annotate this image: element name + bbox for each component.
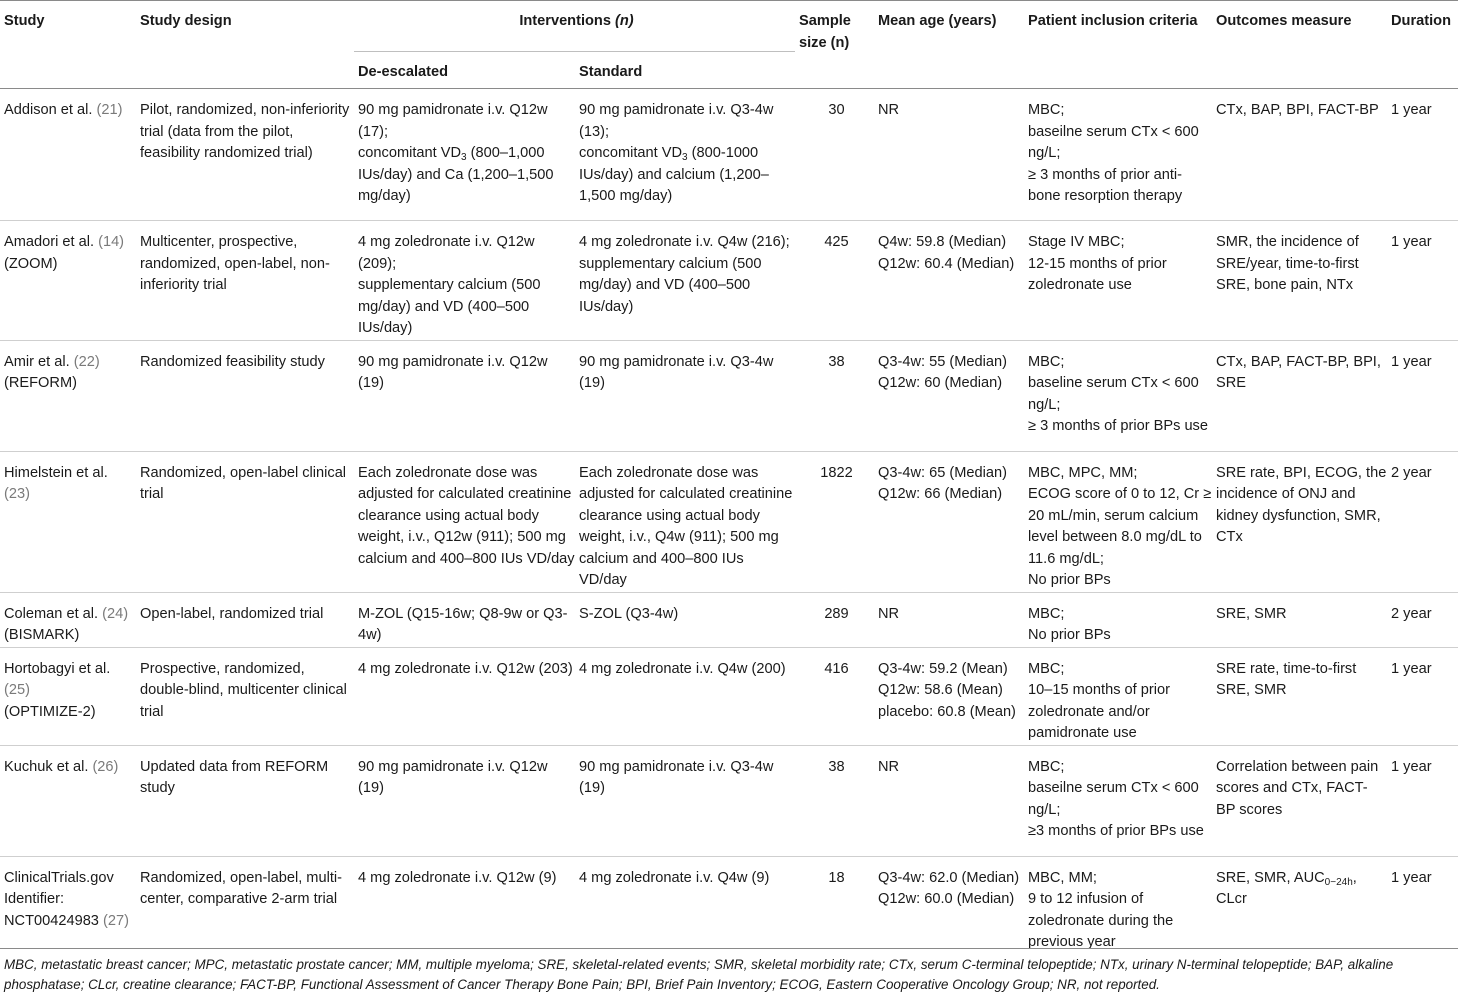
standard-cell	[575, 856, 795, 958]
outcomes-cell: SMR, the incidence of SRE/year, time-to-first SRE, bone pain, NTx	[1212, 221, 1387, 341]
age-cell	[874, 745, 1024, 856]
age-cell	[874, 592, 1024, 647]
sample-size-cell: 416	[795, 647, 874, 745]
cell-line: 4 mg zoledronate i.v. Q4w (216);	[579, 234, 790, 250]
cell-line: Q12w: 60.4 (Median)	[878, 255, 1015, 272]
cell-line: MBC, MM;	[1028, 869, 1097, 886]
design-cell: Randomized feasibility study	[136, 340, 354, 451]
cell-line: baseline serum CTx < 600 ng/L;	[1028, 375, 1199, 413]
design-cell: Open-label, randomized trial	[136, 592, 354, 647]
text-fragment: concomitant VD	[579, 145, 683, 161]
sample-size-cell: 18	[795, 856, 874, 958]
cell-line: Q12w: 66 (Median)	[878, 486, 1003, 502]
duration-cell: 1 year	[1387, 647, 1458, 745]
table-row	[0, 647, 1458, 745]
cell-line: Q3-4w: 62.0 (Median) Q12w: 60.0 (Median)	[878, 869, 1020, 907]
footnote-rule	[0, 948, 1458, 949]
cell-line: Q12w: 58.6 (Mean)	[878, 682, 1003, 698]
study-cell	[0, 592, 136, 647]
study-cell	[0, 89, 136, 221]
text-fragment: (800-1000 IUs/day) and calcium (1,200–1,500 mg/day)	[579, 145, 769, 204]
age-cell	[874, 221, 1024, 341]
study-cell	[0, 745, 136, 856]
header-sample: Sample size (n)	[795, 1, 874, 89]
text-fragment: concomitant VD	[358, 145, 462, 161]
cell-line: M-ZOL (Q15-16w; Q8-9w or Q3-4w)	[358, 605, 568, 643]
sample-size-cell: 425	[795, 221, 874, 341]
outcomes-cell	[1212, 856, 1387, 958]
deescalated-cell	[354, 340, 575, 451]
text-fragment: Coleman et al.	[4, 605, 103, 622]
subscript: 0−24h	[1324, 876, 1353, 888]
text-fragment: Amadori et al.	[4, 234, 99, 250]
age-cell: NR	[878, 102, 900, 118]
deescalated-cell	[354, 89, 575, 221]
header-duration: Duration	[1387, 1, 1458, 89]
cell-line: Each zoledronate dose was adjusted for calculated creatinine clearance using actual body weight, i.v., Q4w (911); 500 mg calcium and 400–800 IUs VD/day	[579, 464, 793, 588]
sample-size-cell: 30	[828, 102, 845, 118]
header-outcomes: Outcomes measure	[1212, 1, 1387, 89]
reference-link: (25)	[4, 682, 30, 698]
study-cell	[0, 221, 136, 341]
table-row	[0, 592, 1458, 647]
standard-cell	[575, 647, 795, 745]
table-footnote: MBC, metastatic breast cancer; MPC, metastatic prostate cancer; MM, multiple myeloma; SRE, skeletal-related events; SMR, skeletal morbidity rate; CTx, serum C-terminal telopeptide; NTx, urinary N-terminal telopeptide; BAP, alkaline phosphatase; CLcr, creatine clearance; FACT-BP, Functional Assessment of Cancer Therapy Bone Pain; BPI, Brief Pain Inventory; ECOG, Eastern Cooperative Oncology Group; NR, not reported.	[4, 957, 1394, 992]
cell-line: 90 mg pamidronate i.v. Q3-4w (13);	[579, 102, 774, 140]
header-standard: Standard	[575, 52, 795, 89]
header-interventions: Interventions (n)	[519, 13, 634, 29]
cell-line: MBC;	[1028, 660, 1065, 677]
cell-line: Q3-4w: 65 (Median)	[878, 464, 1007, 481]
cell-line: baseilne serum CTx < 600 ng/L;	[1028, 780, 1199, 818]
cell-line: 10–15 months of prior zoledronate and/or pamidronate use	[1028, 682, 1170, 741]
deescalated-cell	[354, 592, 575, 647]
sample-size-cell: 38	[795, 340, 874, 451]
header-age: Mean age (years)	[874, 1, 1024, 89]
standard-cell	[575, 89, 795, 221]
table-row	[0, 340, 1458, 451]
table-row	[0, 745, 1458, 856]
criteria-cell	[1024, 856, 1212, 958]
outcomes-cell: CTx, BAP, BPI, FACT-BP	[1216, 102, 1379, 118]
reference-link: (27)	[102, 912, 129, 929]
study-acronym: (REFORM)	[4, 375, 77, 391]
outcomes-cell: SRE rate, BPI, ECOG, the incidence of ONJ and kidney dysfunction, SMR, CTx	[1212, 451, 1387, 592]
sample-size-cell: 289	[795, 592, 874, 647]
text-fragment: Addison et al.	[4, 102, 97, 118]
duration-cell: 1 year	[1387, 340, 1458, 451]
cell-line	[358, 143, 575, 208]
duration-cell: 2 year	[1387, 451, 1458, 592]
study-acronym: (ZOOM)	[4, 255, 58, 272]
cell-line: placebo: 60.8 (Mean)	[878, 703, 1016, 720]
cell-line: MBC;	[1028, 605, 1065, 622]
duration-cell: 1 year	[1387, 856, 1458, 958]
text-fragment: ClinicalTrials.gov Identifier: NCT00424983	[4, 869, 114, 929]
criteria-cell	[1024, 745, 1212, 856]
study-cell	[0, 451, 136, 592]
text-fragment: SRE, SMR, AUC	[1216, 869, 1325, 886]
table-row	[0, 89, 1458, 221]
age-cell	[874, 856, 1024, 958]
standard-cell	[575, 451, 795, 592]
cell-line: No prior BPs	[1028, 627, 1111, 643]
criteria-cell	[1024, 221, 1212, 341]
cell-line	[579, 143, 795, 208]
design-cell: Pilot, randomized, non-inferiority trial (data from the pilot, feasibility randomized trial)	[140, 102, 350, 161]
cell-line: 90 mg pamidronate i.v. Q3-4w (19)	[579, 758, 774, 796]
cell-line: MBC;	[1028, 758, 1065, 775]
reference-link: (23)	[4, 486, 30, 502]
standard-cell	[575, 745, 795, 856]
cell-line: supplementary calcium (500 mg/day) and VD (400–500 IUs/day)	[358, 277, 541, 336]
outcomes-cell: SRE, SMR	[1212, 592, 1387, 647]
age-cell	[874, 451, 1024, 592]
standard-cell	[575, 221, 795, 341]
cell-line: 9 to 12 infusion of zoledronate during the previous year	[1028, 891, 1174, 950]
subscript: 3	[461, 152, 467, 163]
reference-link: (24)	[102, 605, 129, 622]
cell-line: MBC;	[1028, 353, 1065, 370]
cell-line: 4 mg zoledronate i.v. Q4w (9)	[579, 869, 770, 886]
design-cell: Prospective, randomized, double-blind, multicenter clinical trial	[136, 647, 354, 745]
cell-line: 90 mg pamidronate i.v. Q3-4w (19)	[579, 353, 774, 391]
criteria-cell	[1024, 592, 1212, 647]
cell-line: 90 mg pamidronate i.v. Q12w (19)	[358, 353, 548, 391]
criteria-cell	[1024, 451, 1212, 592]
criteria-cell	[1024, 340, 1212, 451]
reference-link: (22)	[73, 353, 100, 370]
criteria-cell	[1024, 89, 1212, 221]
criteria-cell	[1024, 647, 1212, 745]
cell-line: No prior BPs	[1028, 572, 1111, 588]
duration-cell: 2 year	[1387, 592, 1458, 647]
cell-line: MBC;	[1028, 102, 1065, 118]
age-cell	[874, 340, 1024, 451]
duration-cell: 1 year	[1387, 221, 1458, 341]
cell-line: NR	[878, 605, 900, 622]
outcomes-cell: SRE rate, time-to-first SRE, SMR	[1212, 647, 1387, 745]
header-criteria: Patient inclusion criteria	[1024, 1, 1212, 89]
design-cell: Randomized, open-label clinical trial	[136, 451, 354, 592]
cell-line: ≥ 3 months of prior anti-bone resorption therapy	[1028, 166, 1183, 204]
study-cell	[0, 856, 136, 958]
cell-line: 90 mg pamidronate i.v. Q12w (19)	[358, 758, 548, 796]
cell-line: 12-15 months of prior zoledronate use	[1028, 255, 1167, 293]
cell-line: Each zoledronate dose was adjusted for calculated creatinine clearance using actual body weight, i.v., Q12w (911); 500 mg calcium and 400–800 IUs VD/day	[358, 464, 575, 567]
design-cell: Updated data from REFORM study	[136, 745, 354, 856]
cell-line: Q3-4w: 59.2 (Mean)	[878, 660, 1008, 677]
cell-line: baseilne serum CTx < 600 ng/L;	[1028, 123, 1199, 161]
study-cell	[0, 340, 136, 451]
cell-line: supplementary calcium (500 mg/day) and VD (400–500 IUs/day)	[579, 255, 762, 315]
outcomes-cell: Correlation between pain scores and CTx, FACT-BP scores	[1212, 745, 1387, 856]
cell-line: 4 mg zoledronate i.v. Q12w (209);	[358, 234, 535, 272]
sample-size-cell: 38	[795, 745, 874, 856]
table-row	[0, 221, 1458, 341]
cell-line: 4 mg zoledronate i.v. Q4w (200)	[579, 660, 786, 677]
cell-line: NR	[878, 758, 900, 775]
cell-line: ≥ 3 months of prior BPs use	[1028, 418, 1208, 434]
text-fragment: Amir et al.	[4, 353, 74, 370]
duration-cell: 1 year	[1387, 745, 1458, 856]
table-row	[0, 856, 1458, 958]
study-acronym: (BISMARK)	[4, 627, 80, 643]
subscript: 3	[682, 152, 688, 163]
reference-link: (26)	[92, 758, 119, 775]
header-design: Study design	[136, 1, 354, 89]
design-cell: Randomized, open-label, multi-center, comparative 2-arm trial	[136, 856, 354, 958]
standard-cell	[575, 592, 795, 647]
standard-cell	[575, 340, 795, 451]
deescalated-cell	[354, 221, 575, 341]
sample-size-cell: 1822	[795, 451, 874, 592]
deescalated-cell	[354, 745, 575, 856]
outcomes-cell: CTx, BAP, FACT-BP, BPI, SRE	[1212, 340, 1387, 451]
cell-line: S-ZOL (Q3-4w)	[579, 605, 679, 622]
cell-line: 4 mg zoledronate i.v. Q12w (9)	[358, 869, 557, 886]
cell-line: Stage IV MBC;	[1028, 234, 1125, 250]
age-cell	[874, 647, 1024, 745]
deescalated-cell	[354, 451, 575, 592]
design-cell: Multicenter, prospective, randomized, open-label, non-inferiority trial	[136, 221, 354, 341]
deescalated-cell	[354, 856, 575, 958]
text-fragment: Hortobagyi et al.	[4, 660, 111, 677]
cell-line: 4 mg zoledronate i.v. Q12w (203)	[358, 660, 573, 677]
reference-link: (14)	[98, 234, 125, 250]
duration-cell: 1 year	[1391, 102, 1432, 118]
text-fragment: (800–1,000 IUs/day) and Ca (1,200–1,500 mg/day)	[358, 145, 554, 204]
cell-line: ECOG score of 0 to 12, Cr ≥ 20 mL/min, serum calcium level between 8.0 mg/dL to 11.6 mg/dL;	[1028, 486, 1212, 567]
cell-line: MBC, MPC, MM;	[1028, 464, 1138, 481]
text-fragment: Himelstein et al.	[4, 464, 108, 481]
table-row	[0, 451, 1458, 592]
cell-line: 90 mg pamidronate i.v. Q12w (17);	[358, 102, 548, 140]
cell-line: Q12w: 60 (Median)	[878, 375, 1003, 391]
deescalated-cell	[354, 647, 575, 745]
header-study: Study	[0, 1, 136, 89]
cell-line: Q3-4w: 55 (Median)	[878, 353, 1007, 370]
study-acronym: (OPTIMIZE-2)	[4, 703, 96, 720]
cell-line: Q4w: 59.8 (Median)	[878, 234, 1007, 250]
text-fragment: Kuchuk et al.	[4, 758, 93, 775]
header-deescalated: De-escalated	[354, 52, 575, 89]
text-fragment: , CLcr	[1216, 869, 1357, 907]
reference-link: (21)	[96, 102, 123, 118]
cell-line: ≥3 months of prior BPs use	[1028, 823, 1204, 839]
study-cell	[0, 647, 136, 745]
